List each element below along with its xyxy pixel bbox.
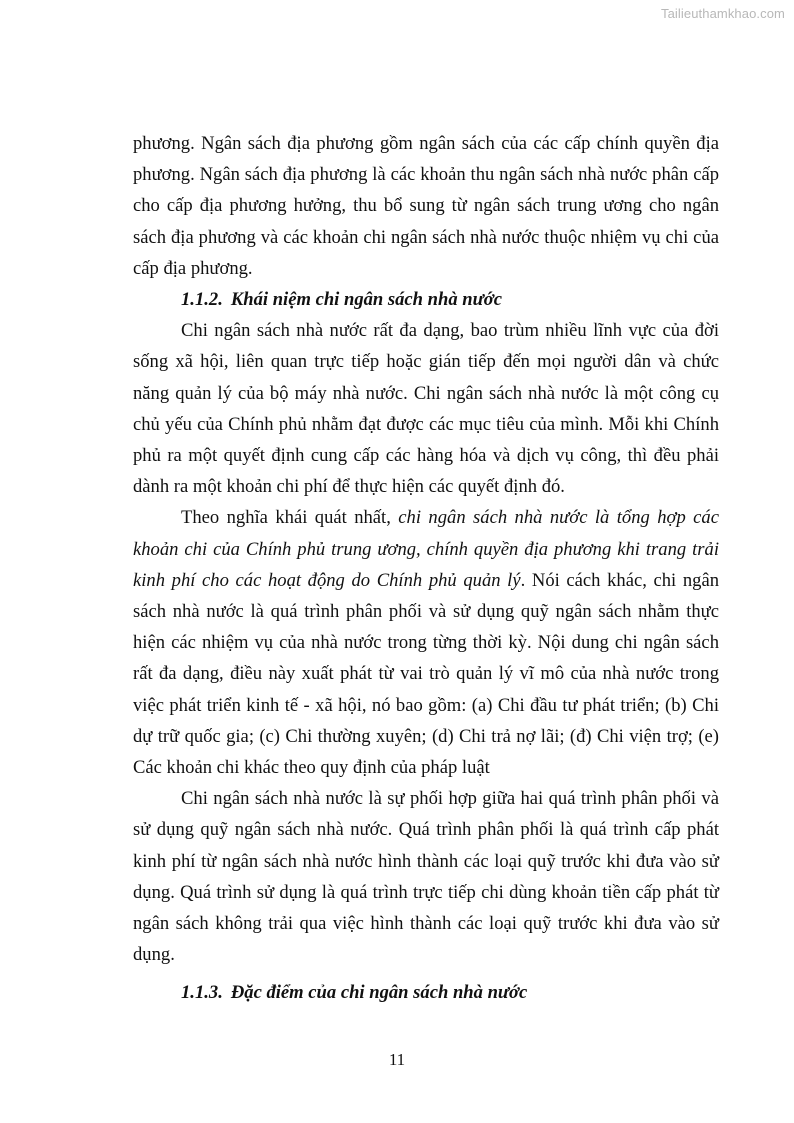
section-title: Đặc điểm của chi ngân sách nhà nước <box>230 982 528 1004</box>
paragraph-definition <box>133 502 719 783</box>
paragraph-definition-intro: Chi ngân sách nhà nước rất đa dạng, bao trùm nhiều lĩnh vực của đời sống xã hội, liên quan trực tiếp hoặc gián tiếp đến mọi người dân và chức năng quản lý của bộ máy nhà nước. Chi ngân sách nhà nước là một công cụ chủ yếu của Chính phủ nhằm đạt được các mục tiêu của mình. Mỗi khi Chính phủ ra một quyết định cung cấp các hàng hóa và dịch vụ công, thì đều phải dành ra một khoản chi phí để thực hiện các quyết định đó. <box>133 320 719 498</box>
document-body <box>133 128 719 1009</box>
section-number: 1.1.2. <box>181 289 223 311</box>
section-heading-1-1-2 <box>133 284 719 315</box>
watermark-text: Tailieuthamkhao.com <box>660 6 785 21</box>
section-number: 1.1.3. <box>181 982 223 1004</box>
section-heading-1-1-3 <box>133 977 719 1008</box>
definition-italic-text: chi ngân sách nhà nước là tổng hợp các khoản chi của Chính phủ trung ương, chính quyền địa phương khi trang trải kinh phí cho các hoạt động do Chính phủ quản lý <box>133 507 719 591</box>
paragraph-continuation: phương. Ngân sách địa phương gồm ngân sách của các cấp chính quyền địa phương. Ngân sách địa phương là các khoản thu ngân sách nhà nước phân cấp cho cấp địa phương hưởng, thu bổ sung từ ngân sách trung ương cho ngân sách địa phương và các khoản chi ngân sách nhà nước thuộc nhiệm vụ chi của cấp địa phương. <box>133 133 719 279</box>
page-number: 11 <box>388 1050 406 1069</box>
paragraph-process: Chi ngân sách nhà nước là sự phối hợp giữa hai quá trình phân phối và sử dụng quỹ ngân sách nhà nước. Quá trình phân phối là quá trình cấp phát kinh phí từ ngân sách nhà nước hình thành các loại quỹ trước khi đưa vào sử dụng. Quá trình sử dụng là quá trình trực tiếp chi dùng khoản tiền cấp phát từ ngân sách không trải qua việc hình thành các loại quỹ trước khi đưa vào sử dụng. <box>133 788 719 966</box>
section-title: Khái niệm chi ngân sách nhà nước <box>230 289 503 311</box>
paragraph-text-start: Theo nghĩa khái quát nhất, <box>181 507 399 529</box>
paragraph-text-end: . Nói cách khác, chi ngân sách nhà nước là quá trình phân phối và sử dụng quỹ ngân sách nhằm thực hiện các nhiệm vụ của nhà nước trong từng thời kỳ. Nội dung chi ngân sách rất đa dạng, điều này xuất phát từ vai trò quản lý vĩ mô của nhà nước trong việc phát triển kinh tế - xã hội, nó bao gồm: (a) Chi đầu tư phát triển; (b) Chi dự trữ quốc gia; (c) Chi thường xuyên; (d) Chi trả nợ lãi; (đ) Chi viện trợ; (e) Các khoản chi khác theo quy định của pháp luật <box>133 569 720 779</box>
